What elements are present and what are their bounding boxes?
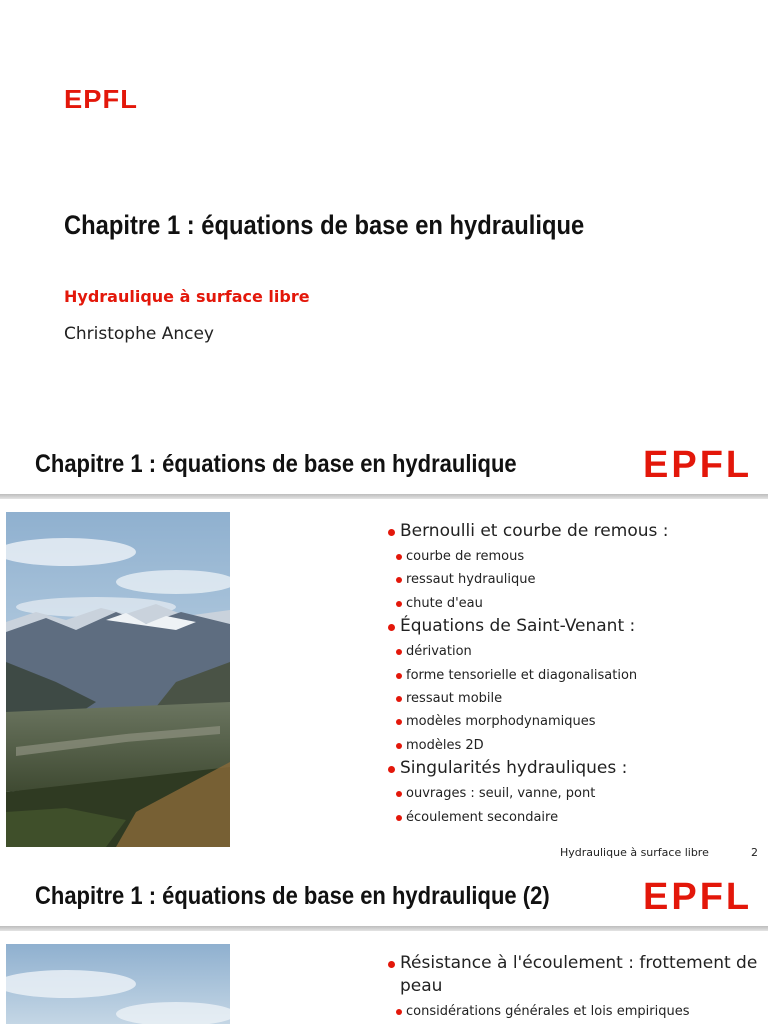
sub-bullet-item: modèles morphodynamiques bbox=[387, 710, 757, 733]
presentation-subtitle: Hydraulique à surface libre bbox=[64, 287, 310, 306]
slide-3-header-rule bbox=[0, 926, 768, 931]
slide-3-epfl-logo: EPFL bbox=[643, 876, 753, 918]
sub-bullet-item: ressaut hydraulique bbox=[387, 568, 757, 591]
sub-bullet-item: ouvrages : seuil, vanne, pont bbox=[387, 782, 757, 805]
sub-bullet-item: forme tensorielle et diagonalisation bbox=[387, 664, 757, 687]
sub-bullet-item: dérivation bbox=[387, 640, 757, 663]
sub-bullet-item: courbe de remous bbox=[387, 545, 757, 568]
bullet-item: Résistance à l'écoulement : frottement de peau bbox=[387, 952, 759, 998]
sub-bullet-item: ressaut mobile bbox=[387, 687, 757, 710]
sub-bullet-item: écoulement secondaire bbox=[387, 806, 757, 829]
bullet-item: Bernoulli et courbe de remous : bbox=[387, 520, 757, 543]
slide-2-valley-photo bbox=[6, 512, 230, 847]
epfl-logo: EPFL bbox=[64, 84, 138, 114]
slide-2-header-rule bbox=[0, 494, 768, 499]
bullet-item: Équations de Saint-Venant : bbox=[387, 615, 757, 638]
footer-text: Hydraulique à surface libre bbox=[560, 846, 709, 859]
slide-2-title: Chapitre 1 : équations de base en hydraulique bbox=[35, 450, 517, 478]
sub-bullet-item: considérations générales et lois empiriques bbox=[387, 1000, 759, 1023]
slide-3-valley-photo bbox=[6, 944, 230, 1024]
sub-bullet-item: chute d'eau bbox=[387, 592, 757, 615]
sub-bullet-item: modèles 2D bbox=[387, 734, 757, 757]
slide-2-footer bbox=[560, 846, 758, 859]
presentation-author: Christophe Ancey bbox=[64, 324, 214, 344]
slide-3-bullet-list bbox=[387, 952, 759, 1023]
slide-3-title: Chapitre 1 : équations de base en hydraulique (2) bbox=[35, 882, 550, 910]
page-number: 2 bbox=[751, 846, 758, 859]
presentation-title: Chapitre 1 : équations de base en hydraulique bbox=[64, 210, 585, 240]
slide-2-epfl-logo: EPFL bbox=[643, 444, 753, 486]
bullet-item: Singularités hydrauliques : bbox=[387, 757, 757, 780]
slide-2-bullet-list bbox=[387, 520, 757, 829]
